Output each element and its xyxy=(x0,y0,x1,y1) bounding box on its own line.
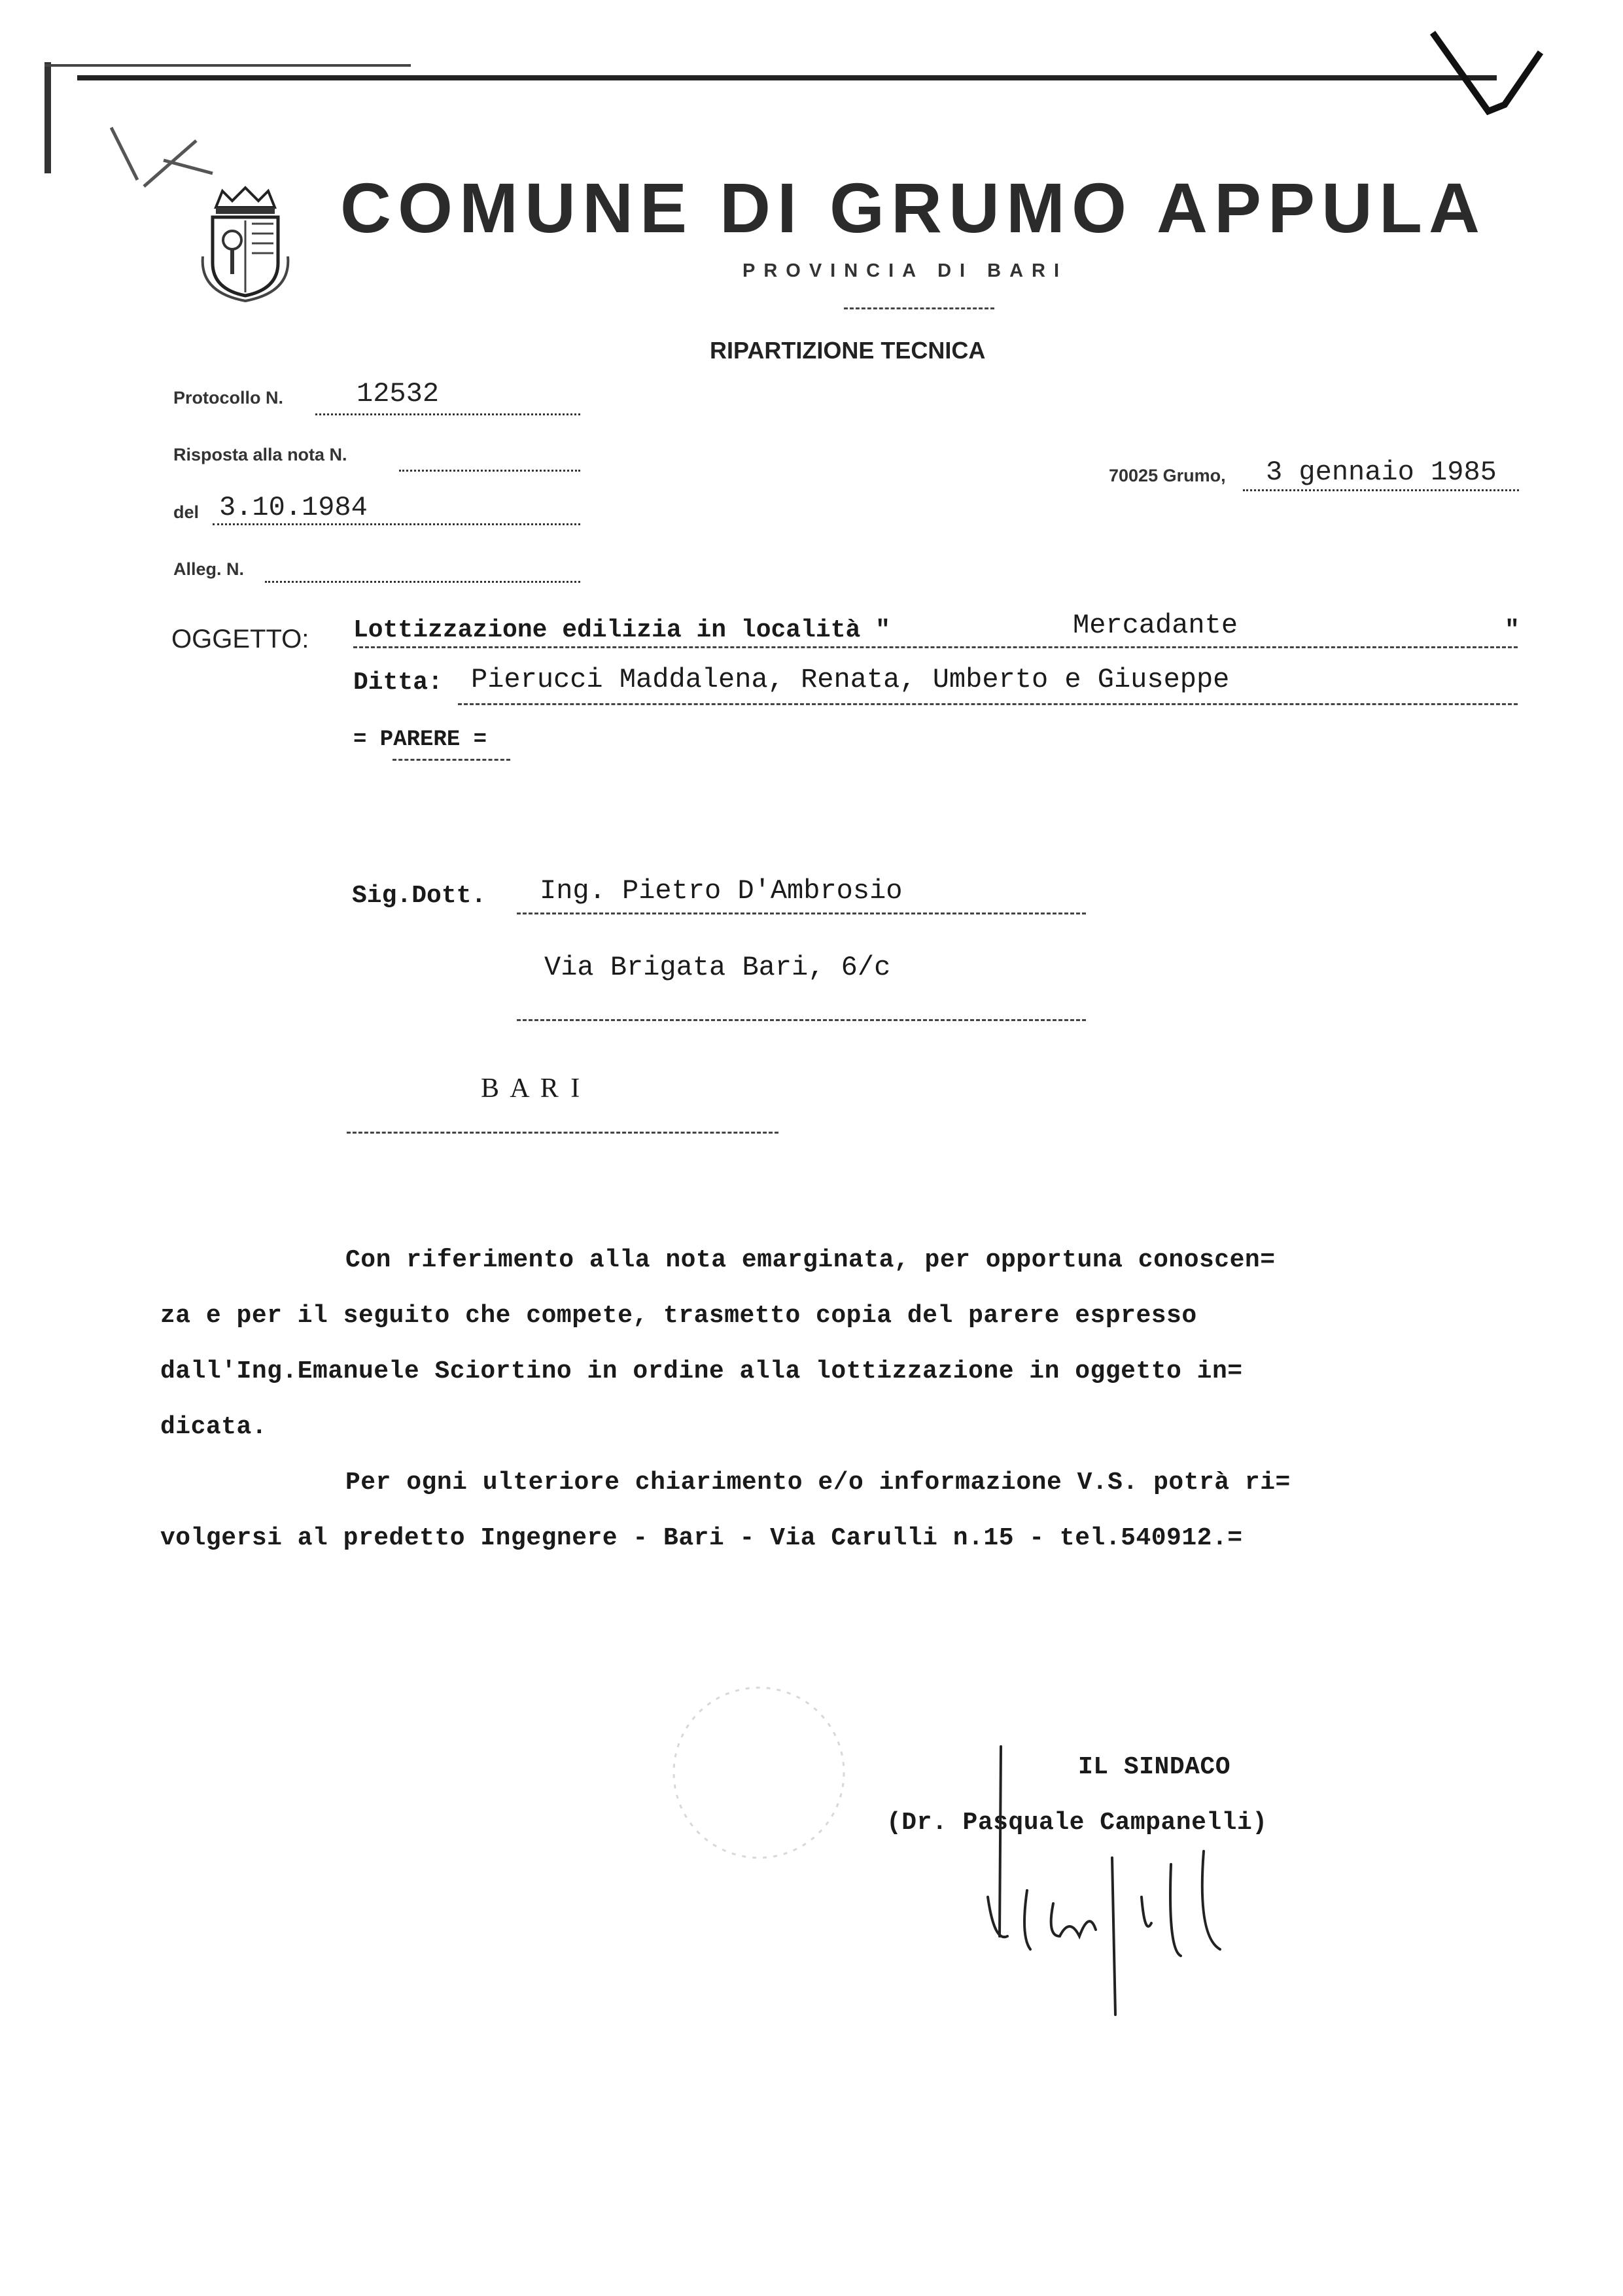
department-name: RIPARTIZIONE TECNICA xyxy=(710,337,986,364)
attachments-label: Alleg. N. xyxy=(173,559,245,579)
subject-line-1-underline xyxy=(353,646,1518,648)
subject-line-1-close: " xyxy=(1505,616,1520,644)
faint-stamp xyxy=(661,1675,857,1871)
signatory-title: IL SINDACO xyxy=(1078,1753,1231,1781)
reply-note-field-line xyxy=(399,470,580,472)
protocol-number: 12532 xyxy=(357,378,440,409)
left-margin-mark xyxy=(44,62,51,173)
reference-date: 3.10.1984 xyxy=(219,492,368,523)
place-date-field-line xyxy=(1243,489,1519,491)
signatory-name: (Dr. Pasquale Campanelli) xyxy=(886,1809,1268,1837)
body-paragraph-2-line-2: volgersi al predetto Ingegnere - Bari - Via Carulli n.15 - tel.540912.= xyxy=(160,1524,1243,1552)
addressee-street: Via Brigata Bari, 6/c xyxy=(544,952,891,983)
company-label: Ditta: xyxy=(353,669,443,697)
province-divider xyxy=(844,307,994,309)
body-paragraph-1-line-1: Con riferimento alla nota emarginata, per opportuna conoscen= xyxy=(345,1246,1276,1274)
body-paragraph-2-line-1: Per ogni ulteriore chiarimento e/o informazione V.S. potrà ri= xyxy=(345,1469,1291,1497)
addressee-salutation: Sig.Dott. xyxy=(352,882,487,910)
handwritten-signature xyxy=(981,1740,1256,2021)
subject-line-2-underline xyxy=(458,703,1518,705)
body-paragraph-1-line-4: dicata. xyxy=(160,1413,268,1441)
addressee-name-underline xyxy=(517,913,1086,914)
municipality-title: COMUNE DI GRUMO APPULA xyxy=(340,168,1486,247)
letter-date: 3 gennaio 1985 xyxy=(1266,457,1497,488)
subject-line-1-prefix: Lottizzazione edilizia in località " xyxy=(353,616,890,644)
protocol-field-line xyxy=(315,413,580,415)
province-line: PROVINCIA DI BARI xyxy=(742,260,1068,281)
top-border-line xyxy=(77,75,1497,80)
date-label: del xyxy=(173,502,200,522)
reply-note-label: Risposta alla nota N. xyxy=(173,445,347,464)
place-prefix: 70025 Grumo, xyxy=(1109,466,1226,485)
protocol-label: Protocollo N. xyxy=(173,388,283,408)
addressee-city: B A R I xyxy=(481,1073,583,1104)
date-field-line xyxy=(213,523,580,525)
company-names: Pierucci Maddalena, Renata, Umberto e Giuseppe xyxy=(471,664,1230,695)
attachments-field-line xyxy=(265,581,580,583)
top-left-rule xyxy=(44,64,411,67)
subject-locality: Mercadante xyxy=(1073,610,1238,641)
opinion-heading: = PARERE = xyxy=(353,727,487,752)
coat-of-arms-emblem xyxy=(196,184,294,305)
body-paragraph-1-line-3: dall'Ing.Emanuele Sciortino in ordine alla lottizzazione in oggetto in= xyxy=(160,1357,1243,1385)
opinion-underline xyxy=(393,759,510,761)
corner-fold-mark xyxy=(1426,26,1544,124)
body-paragraph-1-line-2: za e per il seguito che compete, trasmetto copia del parere espresso xyxy=(160,1302,1197,1330)
addressee-city-underline xyxy=(347,1132,778,1134)
addressee-street-underline xyxy=(517,1019,1086,1021)
subject-label: OGGETTO: xyxy=(171,625,309,653)
addressee-name: Ing. Pietro D'Ambrosio xyxy=(540,875,903,907)
